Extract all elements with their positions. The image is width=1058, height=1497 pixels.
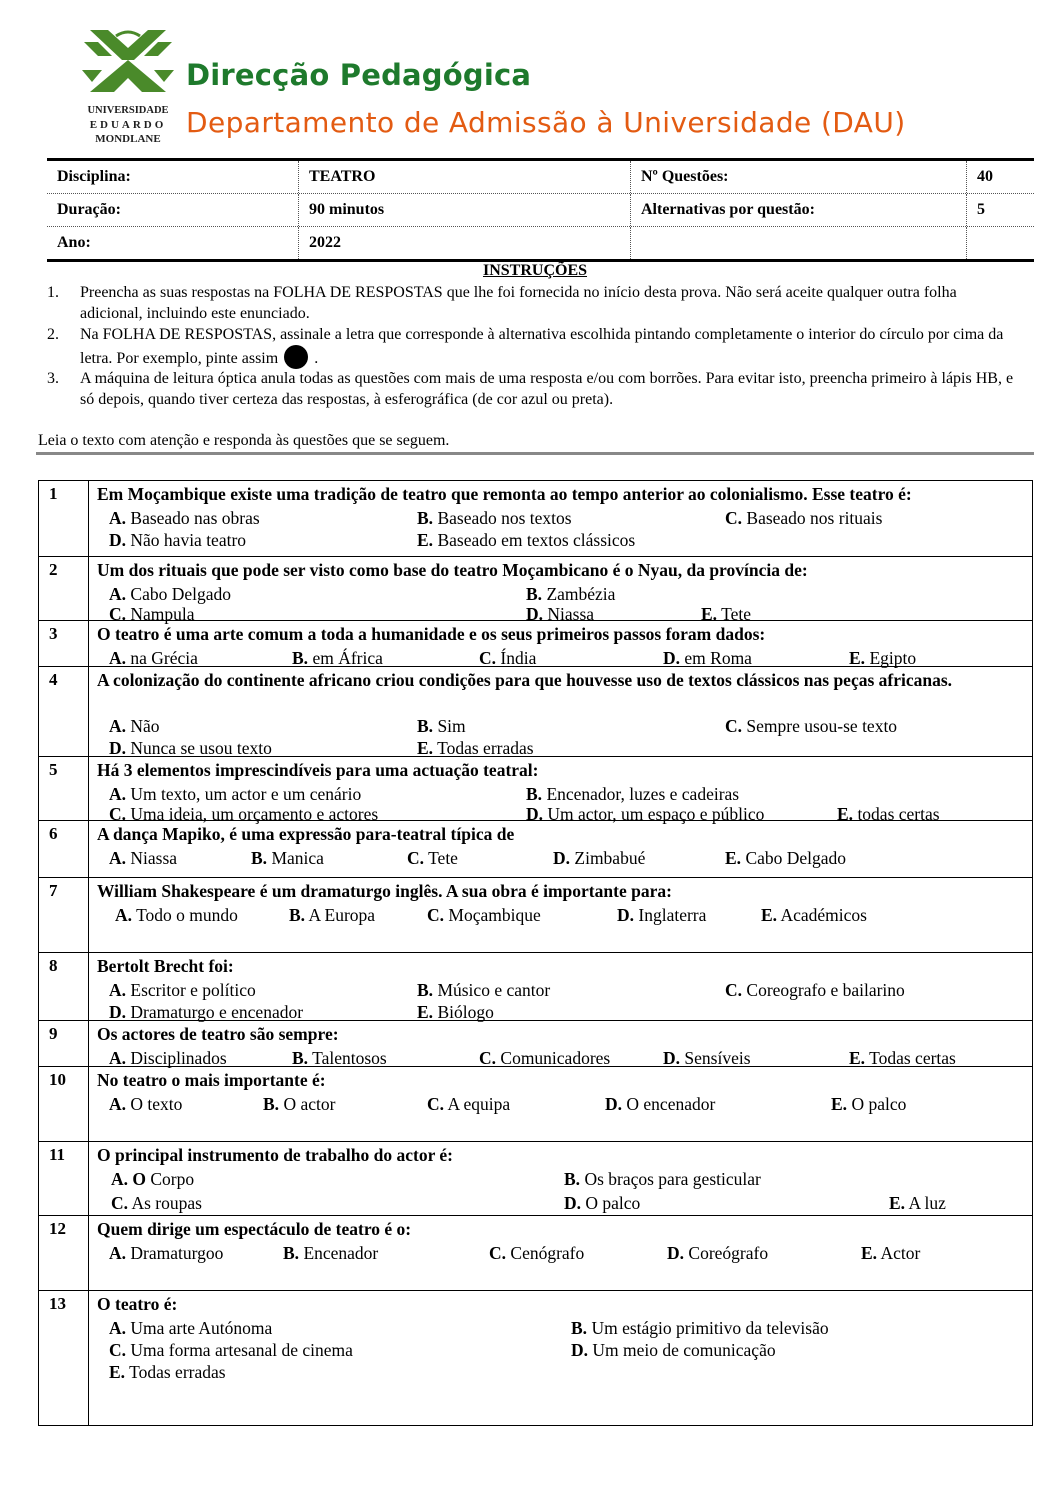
option-letter: D. bbox=[663, 1048, 681, 1068]
option-text: Coreógrafo bbox=[688, 1243, 769, 1263]
instruction-tail: . bbox=[314, 350, 319, 367]
option-text: Índia bbox=[500, 648, 537, 668]
option-text: Sim bbox=[437, 716, 466, 736]
option-letter: B. bbox=[283, 1243, 300, 1263]
option-letter: A. bbox=[109, 716, 127, 736]
header-title: Direcção Pedagógica bbox=[186, 58, 532, 92]
option-text: Cabo Delgado bbox=[745, 848, 847, 868]
answer-option bbox=[109, 847, 177, 869]
question-stem: Há 3 elementos imprescindíveis para uma actuação teatral: bbox=[97, 760, 539, 780]
info-value-questions: 40 bbox=[977, 168, 993, 185]
option-text: Biólogo bbox=[437, 1002, 494, 1022]
answer-option bbox=[109, 1242, 223, 1264]
option-letter: C. bbox=[725, 508, 743, 528]
option-letter: C. bbox=[109, 604, 127, 624]
info-value-duration: 90 minutos bbox=[299, 194, 631, 226]
option-text: Cenógrafo bbox=[510, 1243, 585, 1263]
option-text: Moçambique bbox=[448, 905, 541, 925]
question-number: 9 bbox=[39, 1021, 89, 1066]
option-letter: B. bbox=[417, 508, 434, 528]
option-text: O actor bbox=[283, 1094, 336, 1114]
option-text: Baseado nos rituais bbox=[746, 508, 883, 528]
option-letter: C. bbox=[109, 804, 127, 824]
instruction-number: 3. bbox=[47, 370, 59, 387]
option-text: Encenador bbox=[303, 1243, 379, 1263]
answer-option bbox=[109, 529, 246, 551]
option-letter: D. bbox=[109, 738, 127, 758]
option-text: em África bbox=[312, 648, 383, 668]
answer-option bbox=[417, 507, 572, 529]
option-text: Zimbabué bbox=[574, 848, 646, 868]
question-stem: No teatro o mais importante é: bbox=[97, 1070, 326, 1090]
option-letter: E. bbox=[831, 1094, 848, 1114]
answer-option bbox=[263, 1093, 335, 1115]
question-row bbox=[38, 480, 1033, 556]
option-text: Todas erradas bbox=[129, 1362, 226, 1382]
option-text: Niassa bbox=[130, 848, 178, 868]
option-text: Sempre usou-se texto bbox=[746, 716, 898, 736]
option-letter: A. bbox=[109, 1048, 127, 1068]
option-text: em Roma bbox=[684, 648, 752, 668]
option-text: O palco bbox=[851, 1094, 907, 1114]
info-label-duration: Duração: bbox=[47, 194, 299, 226]
option-text: Dramaturgoo bbox=[130, 1243, 224, 1263]
option-letter: E. bbox=[417, 738, 434, 758]
instruction-item bbox=[47, 282, 1022, 324]
option-letter: D. bbox=[605, 1094, 623, 1114]
question-number: 6 bbox=[39, 821, 89, 877]
question-number: 2 bbox=[39, 557, 89, 620]
info-value-subject: TEATRO bbox=[299, 161, 631, 193]
logo-text-line2: EDUARDO bbox=[89, 119, 167, 131]
option-text: Zambézia bbox=[546, 584, 616, 604]
option-letter: A. O bbox=[111, 1169, 146, 1189]
option-letter: B. bbox=[564, 1169, 581, 1189]
option-text: Uma forma artesanal de cinema bbox=[130, 1340, 353, 1360]
option-text: As roupas bbox=[131, 1193, 202, 1213]
answer-option bbox=[417, 529, 635, 551]
question-row bbox=[38, 877, 1033, 952]
question-row bbox=[38, 620, 1033, 666]
option-letter: C. bbox=[111, 1193, 129, 1213]
option-letter: A. bbox=[109, 784, 127, 804]
option-text: Egipto bbox=[869, 648, 917, 668]
option-letter: E. bbox=[701, 604, 718, 624]
question-stem: O teatro é: bbox=[97, 1294, 178, 1314]
info-empty-cell bbox=[631, 227, 967, 259]
question-stem: Bertolt Brecht foi: bbox=[97, 956, 234, 976]
option-letter: D. bbox=[663, 648, 681, 668]
option-letter: B. bbox=[251, 848, 268, 868]
option-letter: B. bbox=[289, 905, 306, 925]
answer-option bbox=[109, 1361, 226, 1383]
question-stem: A colonização do continente africano criou condições para que houvesse uso de textos clássicos nas peças africanas. bbox=[97, 670, 953, 690]
instruction-text: Preencha as suas respostas na FOLHA DE RESPOSTAS que lhe foi fornecida no início desta prova. Não será aceite qualquer outra folha adicional, incluindo este enunciado. bbox=[80, 284, 957, 322]
option-letter: D. bbox=[667, 1243, 685, 1263]
option-letter: B. bbox=[263, 1094, 280, 1114]
option-letter: D. bbox=[109, 530, 127, 550]
reading-instruction: Leia o texto com atenção e responda às questões que se seguem. bbox=[38, 432, 450, 449]
option-text: Um actor, um espaço e público bbox=[547, 804, 765, 824]
answer-option bbox=[109, 979, 256, 1001]
option-text: Académicos bbox=[780, 905, 867, 925]
option-text: Comunicadores bbox=[500, 1048, 611, 1068]
answer-option bbox=[861, 1242, 920, 1264]
option-letter: C. bbox=[407, 848, 425, 868]
answer-option bbox=[417, 715, 466, 737]
instructions-title: INSTRUÇÕES bbox=[482, 262, 588, 279]
exam-info-table bbox=[47, 158, 1034, 262]
question-stem: Um dos rituais que pode ser visto como base do teatro Moçambicano é o Nyau, da província de: bbox=[97, 560, 808, 580]
answer-option bbox=[605, 1093, 715, 1115]
option-text: Disciplinados bbox=[130, 1048, 227, 1068]
question-stem: O principal instrumento de trabalho do actor é: bbox=[97, 1145, 453, 1165]
option-text: Uma arte Autónoma bbox=[130, 1318, 273, 1338]
logo-text-line3: MONDLANE bbox=[95, 133, 161, 145]
option-letter: B. bbox=[526, 584, 543, 604]
instruction-text: Na FOLHA DE RESPOSTAS, assinale a letra que corresponde à alternativa escolhida pintando completamente o interior do círculo por cima da letra. Por exemplo, pinte assim bbox=[80, 326, 1004, 367]
instruction-item bbox=[47, 368, 1022, 410]
option-text: Corpo bbox=[150, 1169, 195, 1189]
instruction-number: 2. bbox=[47, 326, 59, 343]
logo-text-line1: UNIVERSIDADE bbox=[87, 105, 169, 116]
answer-option bbox=[115, 904, 238, 926]
answer-option bbox=[407, 847, 458, 869]
option-letter: E. bbox=[849, 648, 866, 668]
option-text: Escritor e político bbox=[130, 980, 256, 1000]
info-empty-cell bbox=[967, 227, 1034, 259]
answer-option bbox=[667, 1242, 768, 1264]
option-letter: E. bbox=[109, 1362, 126, 1382]
info-row bbox=[47, 161, 1034, 194]
filled-circle-icon bbox=[284, 345, 308, 369]
question-row bbox=[38, 1141, 1033, 1215]
option-text: na Grécia bbox=[130, 648, 198, 668]
instruction-item bbox=[47, 324, 1022, 369]
info-label-year: Ano: bbox=[47, 227, 299, 259]
question-number: 4 bbox=[39, 667, 89, 756]
question-number: 12 bbox=[39, 1216, 89, 1290]
info-label-alternatives: Alternativas por questão: bbox=[631, 194, 967, 226]
option-text: Um estágio primitivo da televisão bbox=[591, 1318, 829, 1338]
option-letter: A. bbox=[109, 508, 127, 528]
answer-option bbox=[571, 1339, 776, 1361]
answer-option bbox=[725, 715, 897, 737]
question-stem: Em Moçambique existe uma tradição de teatro que remonta ao tempo anterior ao colonialismo. Esse teatro é: bbox=[97, 484, 912, 504]
option-text: Inglaterra bbox=[638, 905, 707, 925]
option-letter: A. bbox=[109, 584, 127, 604]
option-text: Encenador, luzes e cadeiras bbox=[546, 784, 740, 804]
option-letter: B. bbox=[417, 716, 434, 736]
question-row bbox=[38, 556, 1033, 624]
info-row bbox=[47, 227, 1034, 259]
answer-option bbox=[725, 507, 882, 529]
answer-option bbox=[564, 1192, 640, 1214]
option-text: Os braços para gesticular bbox=[584, 1169, 761, 1189]
answer-option bbox=[489, 1242, 584, 1264]
option-letter: D. bbox=[617, 905, 635, 925]
question-stem: O teatro é uma arte comum a toda a humanidade e os seus primeiros passos foram dados: bbox=[97, 624, 766, 644]
option-text: Manica bbox=[271, 848, 324, 868]
option-letter: E. bbox=[725, 848, 742, 868]
answer-option bbox=[526, 783, 739, 805]
info-label-subject: Disciplina: bbox=[47, 161, 299, 193]
question-row bbox=[38, 820, 1033, 877]
answer-option bbox=[831, 1093, 906, 1115]
university-logo bbox=[78, 26, 178, 148]
option-text: Um meio de comunicação bbox=[592, 1340, 776, 1360]
question-number: 3 bbox=[39, 621, 89, 666]
option-text: Tete bbox=[721, 604, 751, 624]
option-text: Uma ideia, um orçamento e actores bbox=[130, 804, 379, 824]
option-letter: B. bbox=[292, 1048, 309, 1068]
answer-option bbox=[571, 1317, 829, 1339]
option-letter: B. bbox=[526, 784, 543, 804]
option-text: Dramaturgo e encenador bbox=[130, 1002, 304, 1022]
option-letter: A. bbox=[109, 980, 127, 1000]
option-letter: D. bbox=[564, 1193, 582, 1213]
info-row bbox=[47, 194, 1034, 227]
option-letter: B. bbox=[417, 980, 434, 1000]
option-text: Todas erradas bbox=[437, 738, 534, 758]
option-letter: C. bbox=[725, 980, 743, 1000]
question-stem: Os actores de teatro são sempre: bbox=[97, 1024, 339, 1044]
question-number: 5 bbox=[39, 757, 89, 820]
option-letter: E. bbox=[417, 1002, 434, 1022]
question-number: 11 bbox=[39, 1142, 89, 1215]
option-letter: A. bbox=[109, 648, 127, 668]
question-stem: Quem dirige um espectáculo de teatro é o: bbox=[97, 1219, 412, 1239]
answer-option bbox=[111, 1168, 194, 1190]
option-text: A luz bbox=[908, 1193, 946, 1213]
option-text: Coreografo e bailarino bbox=[746, 980, 905, 1000]
option-letter: A. bbox=[109, 1243, 127, 1263]
info-value-alternatives: 5 bbox=[977, 201, 985, 218]
option-letter: E. bbox=[837, 804, 854, 824]
answer-option bbox=[251, 847, 324, 869]
option-text: Baseado em textos clássicos bbox=[437, 530, 636, 550]
option-text: Cabo Delgado bbox=[130, 584, 231, 604]
question-row bbox=[38, 756, 1033, 824]
option-text: Não havia teatro bbox=[130, 530, 247, 550]
answer-option bbox=[109, 507, 260, 529]
answer-option bbox=[283, 1242, 378, 1264]
question-row bbox=[38, 952, 1033, 1020]
option-letter: C. bbox=[427, 1094, 445, 1114]
answer-option bbox=[417, 979, 550, 1001]
question-number: 1 bbox=[39, 481, 89, 556]
option-text: Todo o mundo bbox=[136, 905, 238, 925]
answer-option bbox=[427, 904, 541, 926]
option-letter: E. bbox=[861, 1243, 878, 1263]
option-text: Sensíveis bbox=[684, 1048, 751, 1068]
header-subtitle: Departamento de Admissão à Universidade (DAU) bbox=[186, 106, 906, 139]
option-letter: A. bbox=[109, 1318, 127, 1338]
answer-option bbox=[725, 979, 905, 1001]
instruction-number: 1. bbox=[47, 284, 59, 301]
option-letter: C. bbox=[479, 648, 497, 668]
option-text: Nampula bbox=[130, 604, 195, 624]
option-text: Tete bbox=[428, 848, 458, 868]
logo-emblem-icon bbox=[78, 26, 178, 106]
option-letter: C. bbox=[489, 1243, 507, 1263]
option-text: O texto bbox=[130, 1094, 183, 1114]
answer-option bbox=[109, 783, 361, 805]
answer-option bbox=[889, 1192, 946, 1214]
option-text: Niassa bbox=[547, 604, 595, 624]
answer-option bbox=[109, 1093, 182, 1115]
answer-option bbox=[761, 904, 867, 926]
answer-option bbox=[109, 583, 231, 605]
option-text: Não bbox=[130, 716, 160, 736]
option-text: A equipa bbox=[447, 1094, 511, 1114]
answer-option bbox=[526, 583, 615, 605]
answer-option bbox=[725, 847, 846, 869]
instruction-text: A máquina de leitura óptica anula todas as questões com mais de uma resposta e/ou com borrões. Para evitar isto, preencha primeiro à lápis HB, e só depois, quando tiver certeza das respostas, à esferográfica (de cor azul ou preta). bbox=[80, 370, 1014, 408]
option-letter: C. bbox=[479, 1048, 497, 1068]
option-text: Músico e cantor bbox=[437, 980, 551, 1000]
option-text: A Europa bbox=[308, 905, 376, 925]
info-value-year: 2022 bbox=[299, 227, 631, 259]
question-number: 8 bbox=[39, 953, 89, 1020]
option-letter: C. bbox=[109, 1340, 127, 1360]
answer-option bbox=[564, 1168, 761, 1190]
option-text: Actor bbox=[880, 1243, 921, 1263]
option-text: O encenador bbox=[626, 1094, 716, 1114]
option-text: Um texto, um actor e um cenário bbox=[130, 784, 362, 804]
answer-option bbox=[289, 904, 375, 926]
option-letter: A. bbox=[109, 1094, 127, 1114]
option-letter: C. bbox=[427, 905, 445, 925]
option-letter: D. bbox=[526, 804, 544, 824]
answer-option bbox=[427, 1093, 510, 1115]
option-text: todas certas bbox=[857, 804, 940, 824]
question-row bbox=[38, 1020, 1033, 1066]
question-number: 7 bbox=[39, 878, 89, 952]
option-text: Baseado nas obras bbox=[130, 508, 260, 528]
answer-option bbox=[553, 847, 645, 869]
question-row bbox=[38, 666, 1033, 756]
answer-option bbox=[109, 1339, 353, 1361]
option-letter: C. bbox=[725, 716, 743, 736]
option-letter: B. bbox=[292, 648, 309, 668]
divider bbox=[36, 452, 1034, 455]
answer-option bbox=[109, 1317, 272, 1339]
option-text: Talentosos bbox=[312, 1048, 387, 1068]
option-letter: E. bbox=[849, 1048, 866, 1068]
option-letter: D. bbox=[526, 604, 544, 624]
option-letter: D. bbox=[571, 1340, 589, 1360]
answer-option bbox=[617, 904, 706, 926]
option-letter: D. bbox=[109, 1002, 127, 1022]
answer-option bbox=[111, 1192, 202, 1214]
option-letter: B. bbox=[571, 1318, 588, 1338]
question-stem: A dança Mapiko, é uma expressão para-teatral típica de bbox=[97, 824, 515, 844]
option-letter: E. bbox=[761, 905, 778, 925]
option-letter: A. bbox=[115, 905, 133, 925]
option-text: Baseado nos textos bbox=[437, 508, 572, 528]
question-stem: William Shakespeare é um dramaturgo inglês. A sua obra é importante para: bbox=[97, 881, 672, 901]
option-letter: A. bbox=[109, 848, 127, 868]
option-text: Todas certas bbox=[869, 1048, 956, 1068]
option-text: O palco bbox=[585, 1193, 641, 1213]
answer-option bbox=[109, 715, 160, 737]
question-row bbox=[38, 1066, 1033, 1141]
info-label-questions: Nº Questões: bbox=[631, 161, 967, 193]
option-text: Nunca se usou texto bbox=[130, 738, 272, 758]
option-letter: E. bbox=[417, 530, 434, 550]
question-row bbox=[38, 1215, 1033, 1290]
option-letter: D. bbox=[553, 848, 571, 868]
questions-table bbox=[38, 480, 1033, 1426]
option-letter: E. bbox=[889, 1193, 906, 1213]
question-number: 13 bbox=[39, 1291, 89, 1425]
question-row bbox=[38, 1290, 1033, 1426]
question-number: 10 bbox=[39, 1067, 89, 1141]
